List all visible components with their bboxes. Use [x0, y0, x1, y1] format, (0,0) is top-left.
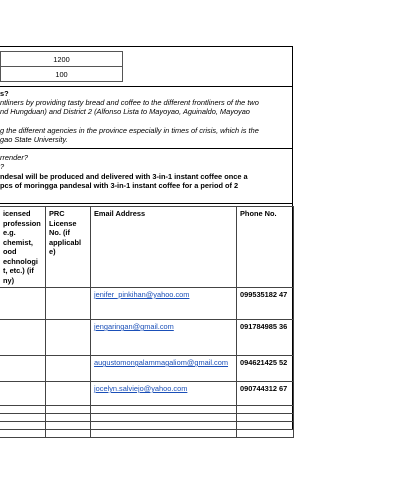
phone-cell: 091784985 36: [237, 320, 294, 356]
phone-cell: 094621425 52: [237, 356, 294, 382]
section-answer: pcs of moringga pandesal with 3-in-1 instant coffee for a period of 2: [0, 181, 239, 190]
form-top-border: [0, 46, 293, 47]
table-row: [0, 422, 294, 430]
table-cell: [0, 382, 46, 406]
section-text: g the different agencies in the province especially in times of crisis, which is the: [0, 126, 259, 135]
email-link[interactable]: [91, 382, 237, 406]
table-row: [0, 288, 294, 320]
header-prc-license: PRC License No. (if applicabl e): [46, 207, 91, 288]
email-link[interactable]: [91, 356, 237, 382]
section-answer: ndesal will be produced and delivered with 3-in-1 instant coffee once a: [0, 172, 248, 181]
table-row: [0, 382, 294, 406]
table-cell: [46, 320, 91, 356]
section-text: gao State University.: [0, 135, 68, 144]
section-divider: [0, 86, 293, 87]
section-text: ntliners by providing tasty bread and coffee to the different frontliners of the two: [0, 98, 259, 107]
email-text[interactable]: jenifer_pinkihan@yahoo.com: [94, 290, 190, 299]
table-cell: [0, 320, 46, 356]
email-link[interactable]: [91, 288, 237, 320]
phone-cell: 090744312 67: [237, 382, 294, 406]
email-text[interactable]: jengaringan@gmail.com: [94, 322, 174, 331]
table-cell: [0, 288, 46, 320]
table-row: [0, 406, 294, 414]
summary-value: 100: [1, 67, 123, 82]
table-row: [0, 430, 294, 438]
section-question: ?: [0, 162, 5, 171]
table-cell: [46, 288, 91, 320]
section-divider: [0, 148, 293, 149]
section-text: nd Hungduan) and District 2 (Alfonso Lista to Mayoyao, Aguinaldo, Mayoyao: [0, 107, 250, 116]
email-link[interactable]: [91, 320, 237, 356]
header-email: Email Address: [91, 207, 237, 288]
section-divider: [0, 203, 293, 204]
header-phone: Phone No.: [237, 207, 294, 288]
email-text[interactable]: jocelyn.salviejo@yahoo.com: [94, 384, 188, 393]
table-row: [0, 320, 294, 356]
table-cell: [46, 356, 91, 382]
section-question: rrender?: [0, 153, 28, 162]
summary-table: [0, 51, 123, 82]
section-question: s?: [0, 89, 9, 98]
phone-cell: 099535182 47: [237, 288, 294, 320]
email-text[interactable]: augustomongalammagaliom@gmail.com: [94, 358, 229, 367]
table-cell: [46, 382, 91, 406]
summary-value: 1200: [1, 52, 123, 67]
personnel-table: [0, 206, 294, 438]
table-row: [0, 414, 294, 422]
table-cell: [0, 356, 46, 382]
header-licensed-profession: icensed profession e.g. chemist, ood echnologi t, etc.) (if ny): [0, 207, 46, 288]
table-row: [0, 356, 294, 382]
